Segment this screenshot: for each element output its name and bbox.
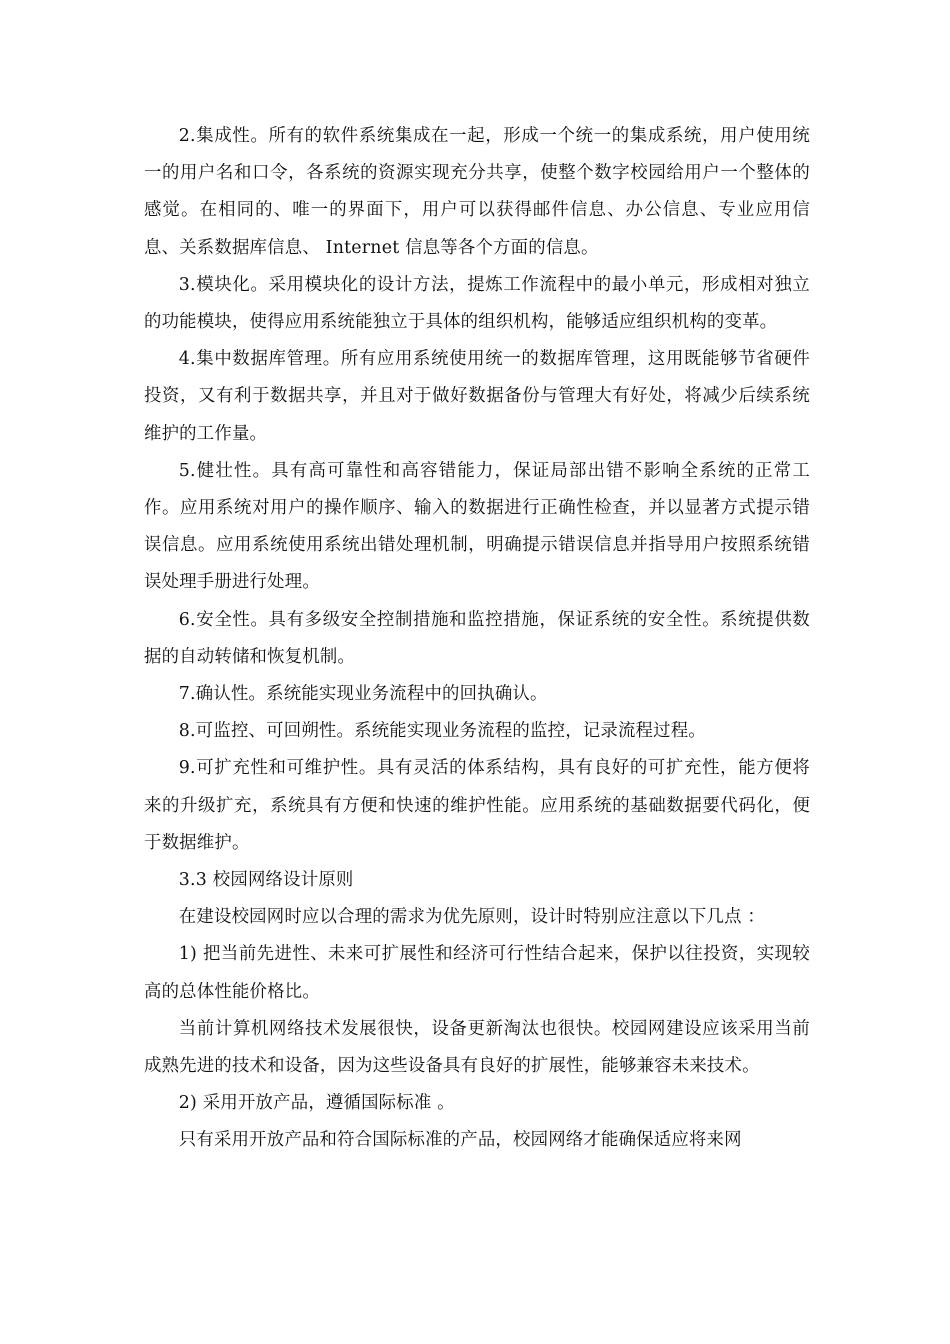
paragraph-robustness: 5.健壮性。具有高可靠性和高容错能力，保证局部出错不影响全系统的正常工作。应用系统对用户的操作顺序、输入的数据进行正确性检查，并以显著方式提示错误信息。应用系统使用系统出错处理机制，明确提示错误信息并指导用户按照系统错误处理手册进行处理。 [144, 460, 810, 593]
section-heading: 3.3 校园网络设计原则 [178, 870, 354, 891]
paragraph-confirmation: 7.确认性。系统能实现业务流程中的回执确认。 [178, 684, 548, 705]
paragraph-extensibility: 9.可扩充性和可维护性。具有灵活的体系结构，具有良好的可扩充性，能方便将来的升级扩充，系统具有方便和快速的维护性能。应用系统的基础数据要代码化，便于数据维护。 [144, 758, 810, 853]
document-body [144, 118, 810, 1160]
paragraph-technology: 当前计算机网络技术发展很快，设备更新淘汰也很快。校园网建设应该采用当前成熟先进的技术和设备，因为这些设备具有良好的扩展性，能够兼容未来技术。 [144, 1018, 810, 1077]
paragraph-integration: 2.集成性。所有的软件系统集成在一起，形成一个统一的集成系统，用户使用统一的用户名和口令，各系统的资源实现充分共享，使整个数字校园给用户一个整体的感觉。在相同的、唯一的界面下，用户可以获得邮件信息、办公信息、专业应用信息、关系数据库信息、 Internet 信息等各个方面的信息。 [144, 126, 810, 258]
list-item-1: 1) 把当前先进性、未来可扩展性和经济可行性结合起来，保护以往投资，实现较高的总体性能价格比。 [144, 944, 810, 1002]
paragraph-monitoring: 8.可监控、可回朔性。系统能实现业务流程的监控，记录流程过程。 [178, 721, 706, 742]
paragraph-intro: 在建设校园网时应以合理的需求为优先原则，设计时特别应注意以下几点 ： [178, 907, 766, 928]
list-item-2: 2) 采用开放产品，遵循国际标准 。 [178, 1093, 455, 1114]
paragraph-security: 6.安全性。具有多级安全控制措施和监控措施，保证系统的安全性。系统提供数据的自动转储和恢复机制。 [144, 609, 810, 667]
paragraph-modularization: 3.模块化。采用模块化的设计方法，提炼工作流程中的最小单元，形成相对独立的功能模块，使得应用系统能独立于具体的组织机构，能够适应组织机构的变革。 [144, 274, 810, 333]
paragraph-open-products: 只有采用开放产品和符合国际标准的产品，校园网络才能确保适应将来网 [178, 1130, 742, 1151]
paragraph-central-database: 4.集中数据库管理。所有应用系统使用统一的数据库管理，这用既能够节省硬件投资，又有利于数据共享，并且对于做好数据备份与管理大有好处，将减少后续系统维护的工作量。 [144, 349, 810, 444]
